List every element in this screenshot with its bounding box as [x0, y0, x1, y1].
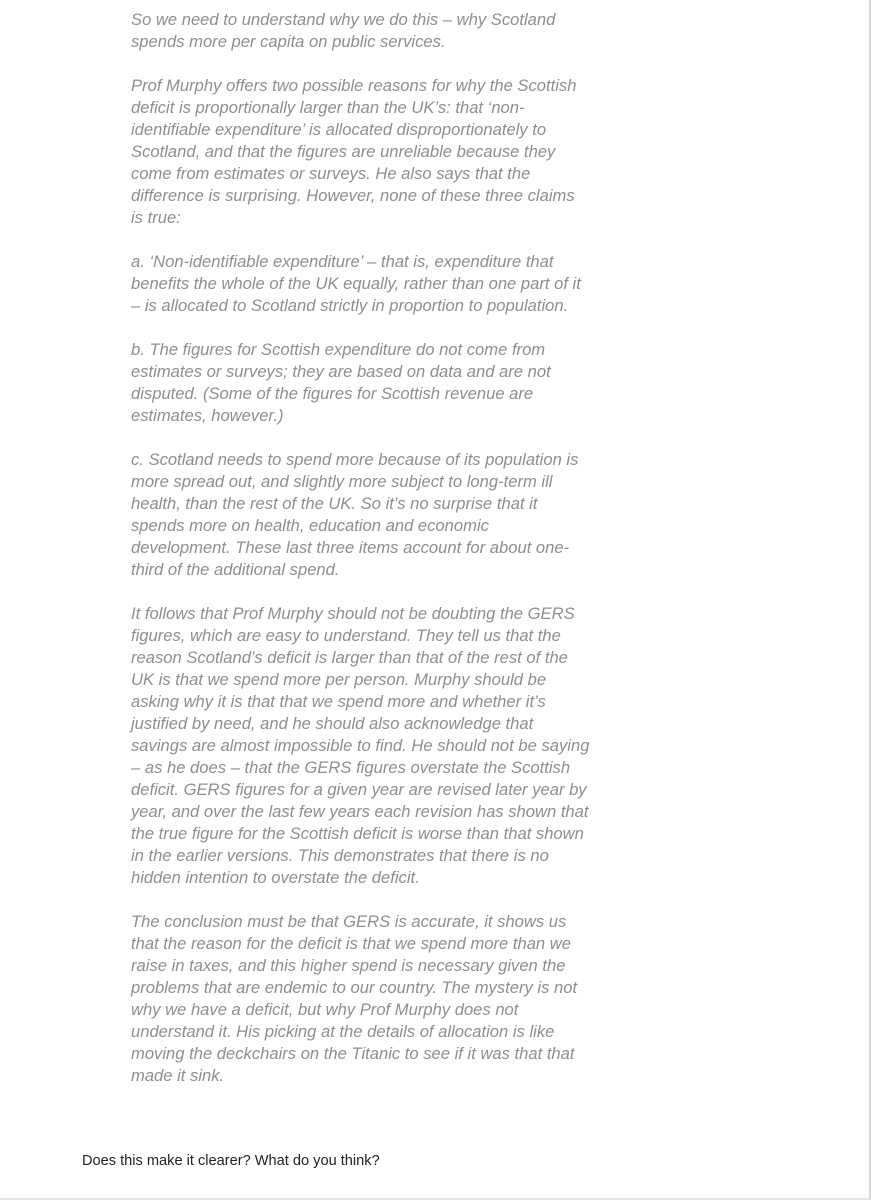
quoted-passage [131, 9, 591, 1087]
quote-paragraph-1: So we need to understand why we do this – why Scotland spends more per capita on public services. [131, 10, 556, 51]
quote-paragraph-3: a. ‘Non-identifiable expenditure’ – that is, expenditure that benefits the whole of the UK equally, rather than one part of it – is allocated to Scotland strictly in proportion to population. [131, 252, 581, 315]
quote-paragraph-4: b. The figures for Scottish expenditure do not come from estimates or surveys; they are based on data and are not disputed. (Some of the figures for Scottish revenue are estimates, however.) [131, 340, 551, 425]
quote-paragraph-2: Prof Murphy offers two possible reasons for why the Scottish deficit is proportionally larger than the UK’s: that ‘non-identifiable expenditure’ is allocated disproportionately to Scotland, and that the figures are unreliable because they come from estimates or surveys. He also says that the difference is surprising. However, none of these three claims is true: [131, 76, 577, 227]
quote-paragraph-6: It follows that Prof Murphy should not be doubting the GERS figures, which are easy to understand. They tell us that the reason Scotland’s deficit is larger than that of the rest of the UK is that we spend more per person. Murphy should be asking why it is that that we spend more and whether it’s justified by need, and he should also acknowledge that savings are almost impossible to find. He should not be saying – as he does – that the GERS figures overstate the Scottish deficit. GERS figures for a given year are revised later year by year, and over the last few years each revision has shown that the true figure for the Scottish deficit is worse than that shown in the earlier versions. This demonstrates that there is no hidden intention to overstate the deficit. [131, 604, 590, 887]
closing-question: Does this make it clearer? What do you think? [82, 1153, 380, 1169]
quote-paragraph-7: The conclusion must be that GERS is accurate, it shows us that the reason for the deficit is that we spend more than we raise in taxes, and this higher spend is necessary given the problems that are endemic to our country. The mystery is not why we have a deficit, but why Prof Murphy does not understand it. His picking at the details of allocation is like moving the deckchairs on the Titanic to see if it was that that made it sink. [131, 912, 578, 1085]
quote-paragraph-5: c. Scotland needs to spend more because of its population is more spread out, and slightly more subject to long-term ill health, than the rest of the UK. So it’s no surprise that it spends more on health, education and economic development. These last three items account for about one-third of the additional spend. [131, 450, 579, 579]
